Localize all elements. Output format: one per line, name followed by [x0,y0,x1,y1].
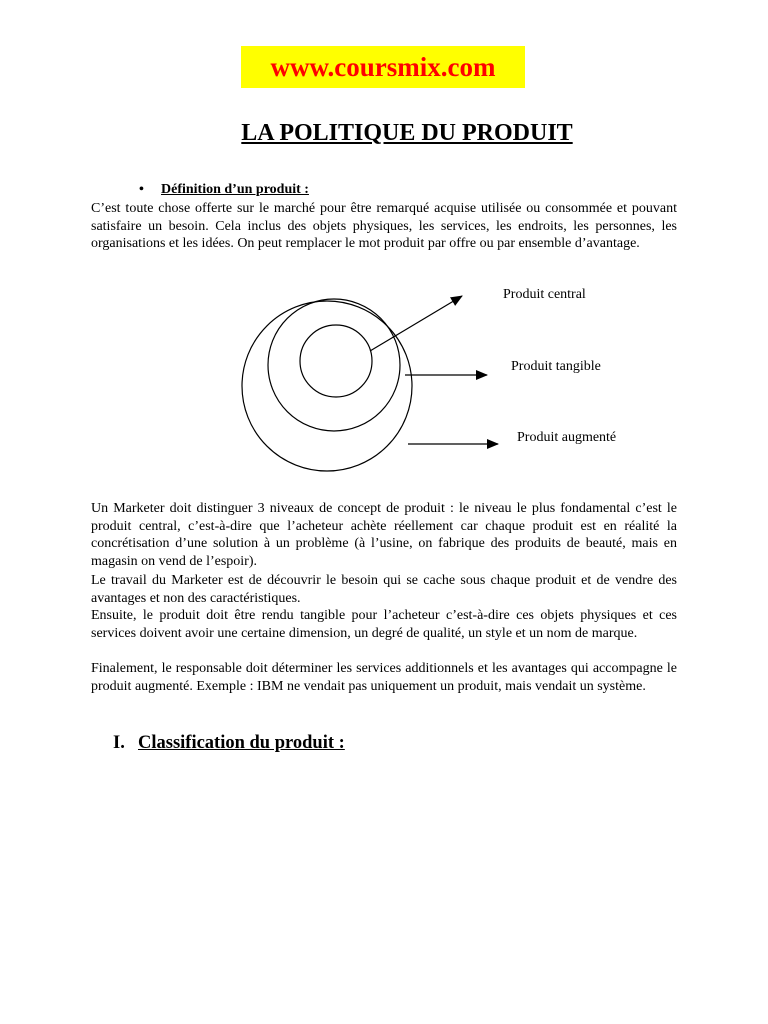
section-title: Classification du produit : [138,733,345,753]
body-paragraph-3: Ensuite, le produit doit être rendu tangible pour l’acheteur c’est-à-dire ces objets physiques et ces services doivent avoir une certaine dimension, un degré de qualité, un style et un nom de marque. [91,608,677,641]
middle-circle [268,299,400,431]
body-paragraph-4: Finalement, le responsable doit déterminer les services additionnels et les avantages qui accompagne le produit augmenté. Exemple : IBM ne vendait pas uniquement un produit, mais vendait un système. [91,661,677,694]
site-banner[interactable]: www.coursmix.com [241,46,525,88]
bullet-icon: • [139,182,144,197]
body-paragraph-1: Un Marketer doit distinguer 3 niveaux de concept de produit : le niveau le plus fondamental c’est le produit central, c’est-à-dire que l’acheteur achète réellement car chaque produit est en réalité la concrétisation d’une solution à un problème (à l’usine, on fabrique des produits de beauté, mais en magasin on vend de l’espoir). [91,501,677,569]
label-produit-central: Produit central [503,287,586,302]
product-levels-diagram [230,278,690,488]
label-produit-tangible: Produit tangible [511,359,601,374]
diagram-drawing [230,278,690,488]
definition-paragraph: C’est toute chose offerte sur le marché pour être remarqué acquise utilisée ou consommée et pouvant satisfaire un besoin. Cela inclus des objets physiques, les services, les endroits, les personnes, les organisations et les idées. On peut remplacer le mot produit par offre ou par ensemble d’avantage. [91,201,677,251]
inner-circle [300,325,372,397]
label-produit-augmente: Produit augmenté [517,430,617,445]
definition-heading [139,182,309,198]
definition-heading-text: Définition d’un produit : [161,182,309,197]
section-number: I. [113,733,125,753]
page-title: LA POLITIQUE DU PRODUIT [241,120,573,146]
body-paragraph-2: Le travail du Marketer est de découvrir le besoin qui se cache sous chaque produit et de vendre des avantages et non des caractéristiques. [91,573,677,606]
section-heading [113,733,345,754]
